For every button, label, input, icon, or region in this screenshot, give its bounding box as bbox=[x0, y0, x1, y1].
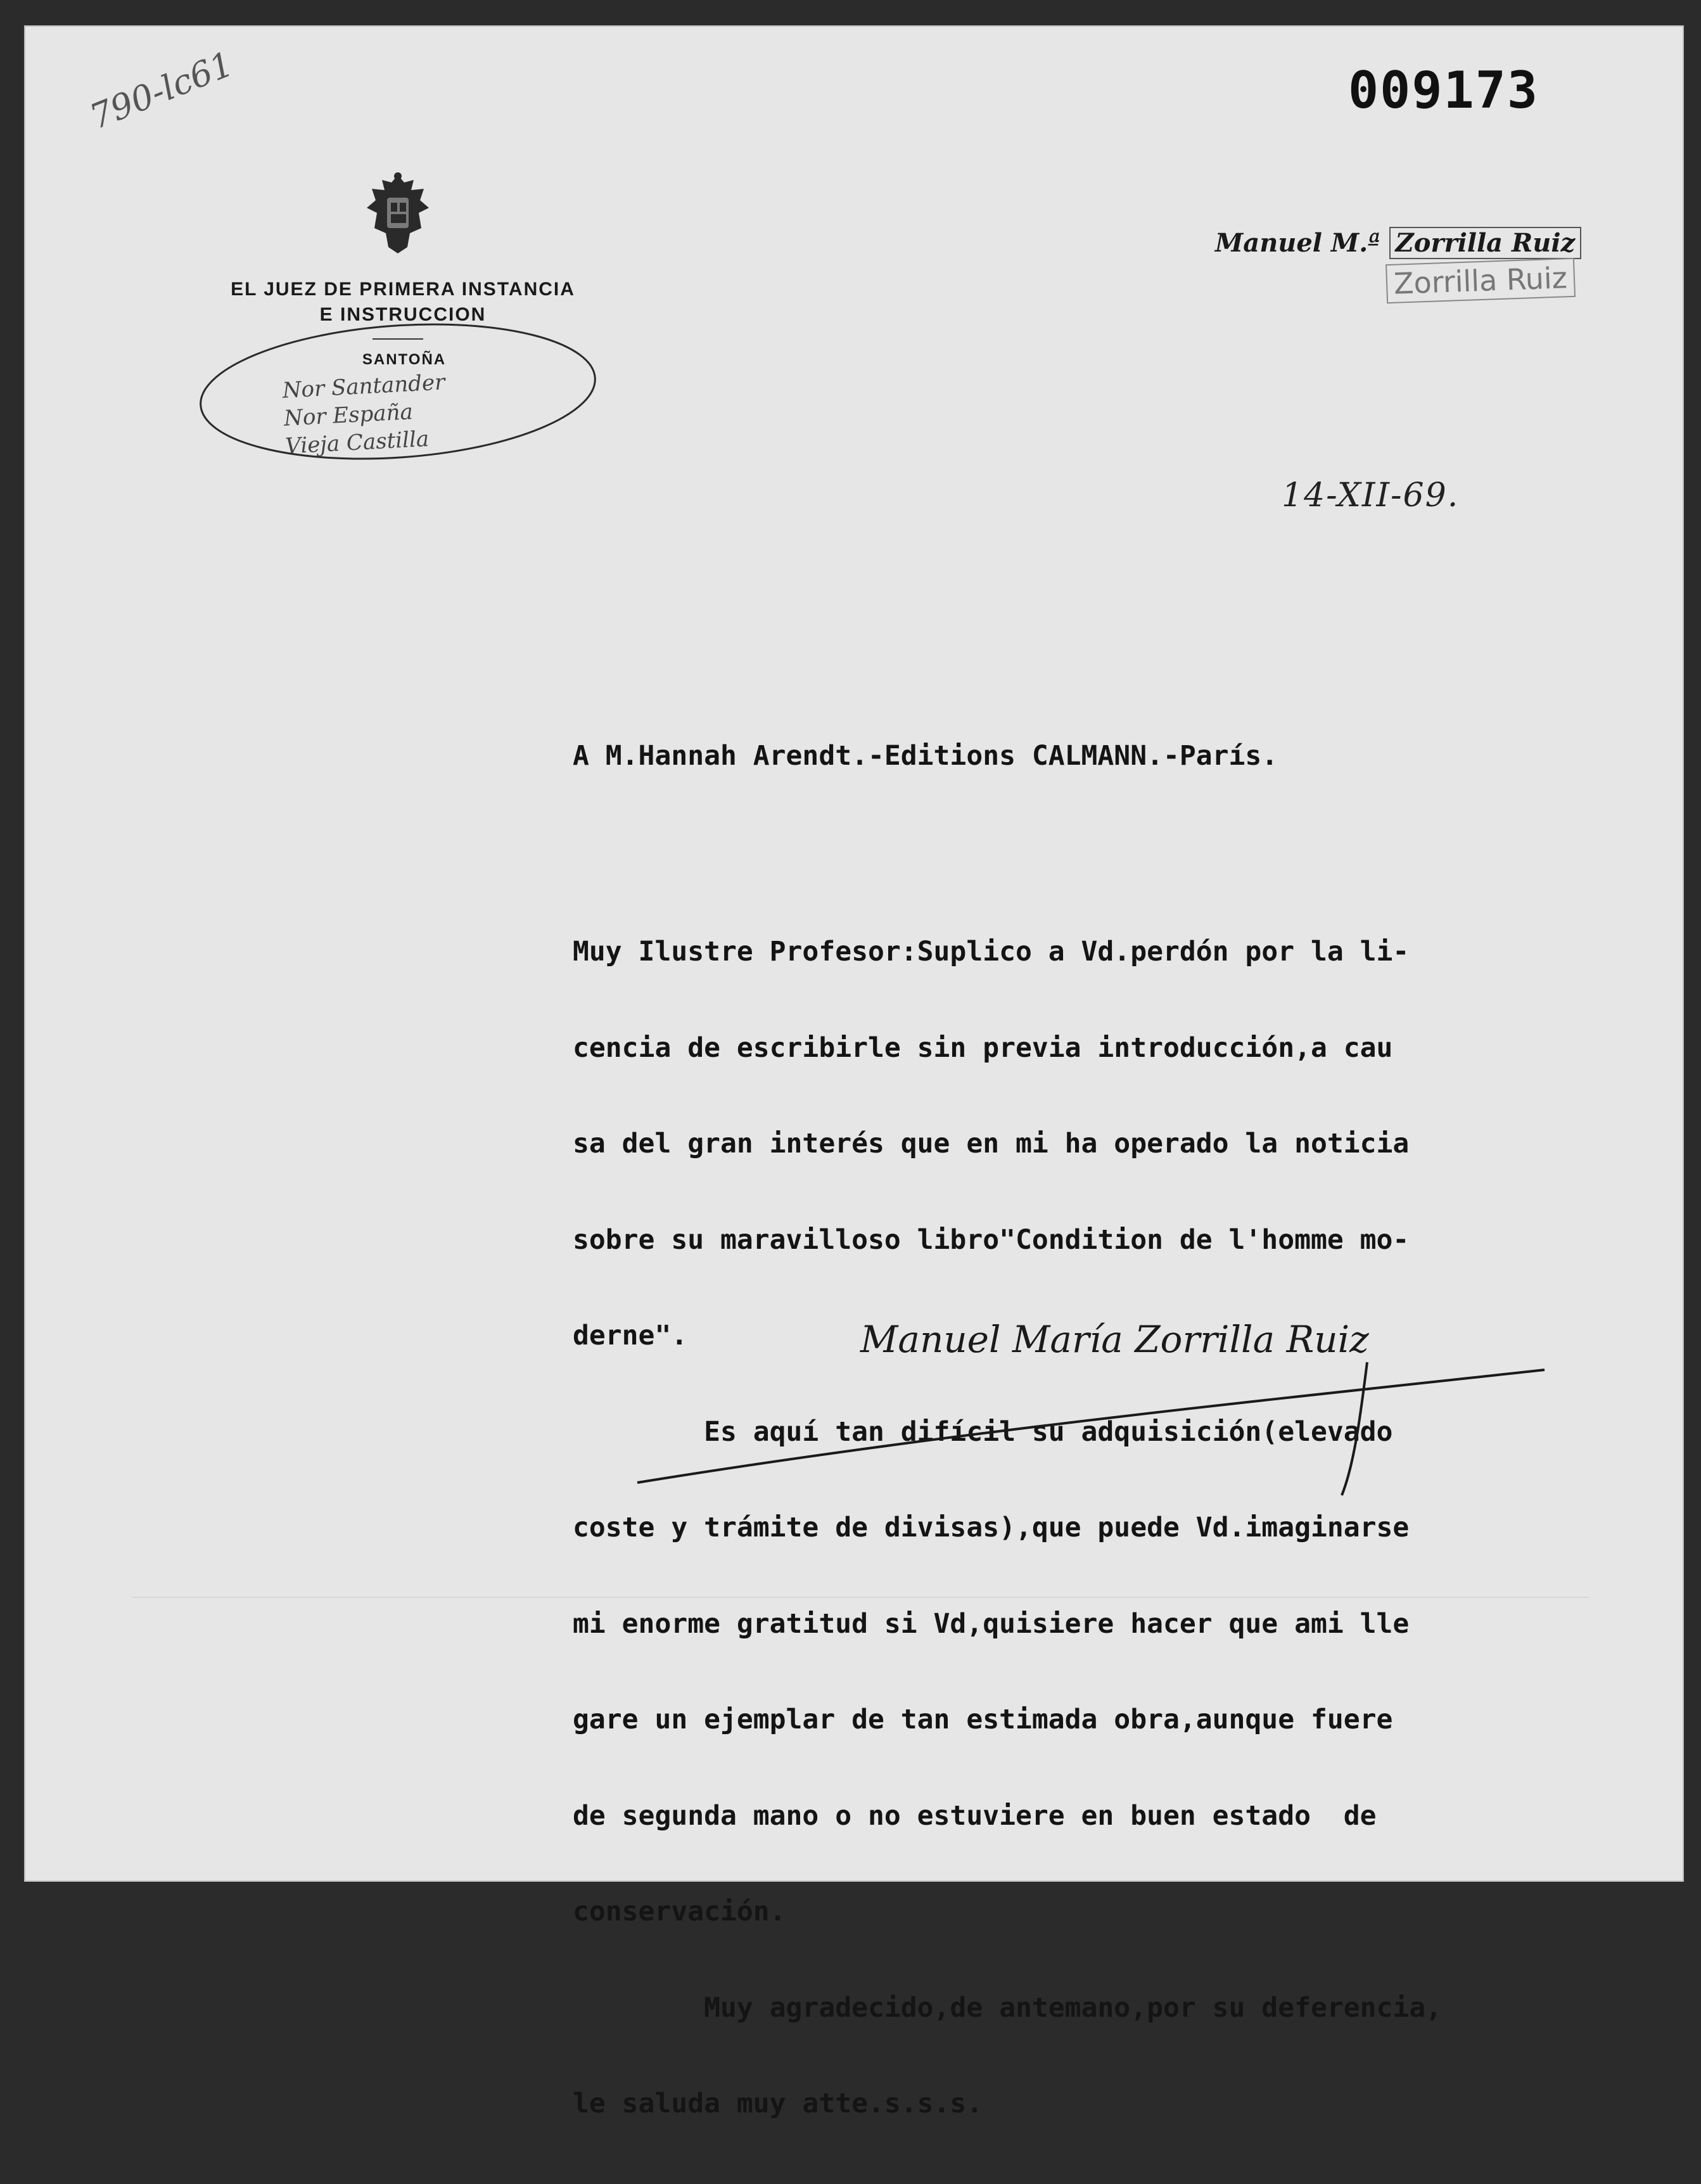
sender-name bbox=[1215, 227, 1581, 259]
letter-date: 14-XII-69. bbox=[1282, 476, 1460, 514]
stamp-note-line: Vieja Castilla bbox=[284, 426, 430, 459]
sender-name-pencil-note: Zorrilla Ruiz bbox=[1386, 258, 1576, 303]
body-line: mi enorme gratitud si Vd,quisiere hacer que ami lle bbox=[573, 1607, 1410, 1640]
body-line: sa del gran interés que en mi ha operado la noticia bbox=[573, 1128, 1410, 1159]
addressee-line: A M.Hannah Arendt.-Editions CALMANN.-París. bbox=[573, 740, 1278, 772]
letterhead-title: EL JUEZ DE PRIMERA INSTANCIA bbox=[231, 279, 575, 300]
paper-fold-line bbox=[132, 1597, 1589, 1598]
body-line: le saluda muy atte.s.s.s. bbox=[573, 2088, 983, 2119]
handwritten-signature: Manuel María Zorrilla Ruiz bbox=[860, 1318, 1369, 1361]
body-line: Es aquí tan difícil su adquisición(elevado bbox=[573, 1415, 1393, 1448]
body-line: de segunda mano o no estuviere en buen estado de bbox=[573, 1799, 1377, 1832]
letterhead-city: SANTOÑA bbox=[362, 351, 447, 368]
sender-name-boxed: Zorrilla Ruiz bbox=[1389, 227, 1582, 259]
sender-name-prefix: Manuel M.ª bbox=[1215, 228, 1380, 258]
stamp-handwritten-note bbox=[282, 368, 449, 460]
letter-page bbox=[24, 25, 1684, 2119]
archive-pencil-note: 790-lc61 bbox=[84, 44, 239, 137]
coat-of-arms-icon bbox=[363, 170, 433, 259]
signature-flourish bbox=[632, 1337, 1557, 1502]
body-line: sobre su maravilloso libro"Condition de l'homme mo- bbox=[573, 1223, 1410, 1256]
body-line: Muy Ilustre Profesor:Suplico a Vd.perdón por la li- bbox=[573, 936, 1410, 967]
body-line: Muy agradecido,de antemano,por su deferencia, bbox=[573, 1991, 1443, 2024]
document-number: 009173 bbox=[1348, 61, 1539, 120]
stamp-note-line: Nor Santander bbox=[281, 369, 446, 404]
stamp-note-line: Nor España bbox=[283, 399, 414, 431]
body-line: coste y trámite de divisas),que puede Vd.imaginarse bbox=[573, 1512, 1410, 1543]
letterhead-subtitle: E INSTRUCCION bbox=[319, 304, 487, 325]
body-line: cencia de escribirle sin previa introducción,a cau bbox=[573, 1031, 1393, 1064]
body-line: gare un ejemplar de tan estimada obra,aunque fuere bbox=[573, 1704, 1393, 1735]
body-line: derne". bbox=[573, 1320, 688, 1351]
body-line: conservación. bbox=[573, 1896, 786, 1927]
letter-body bbox=[573, 872, 1442, 2184]
